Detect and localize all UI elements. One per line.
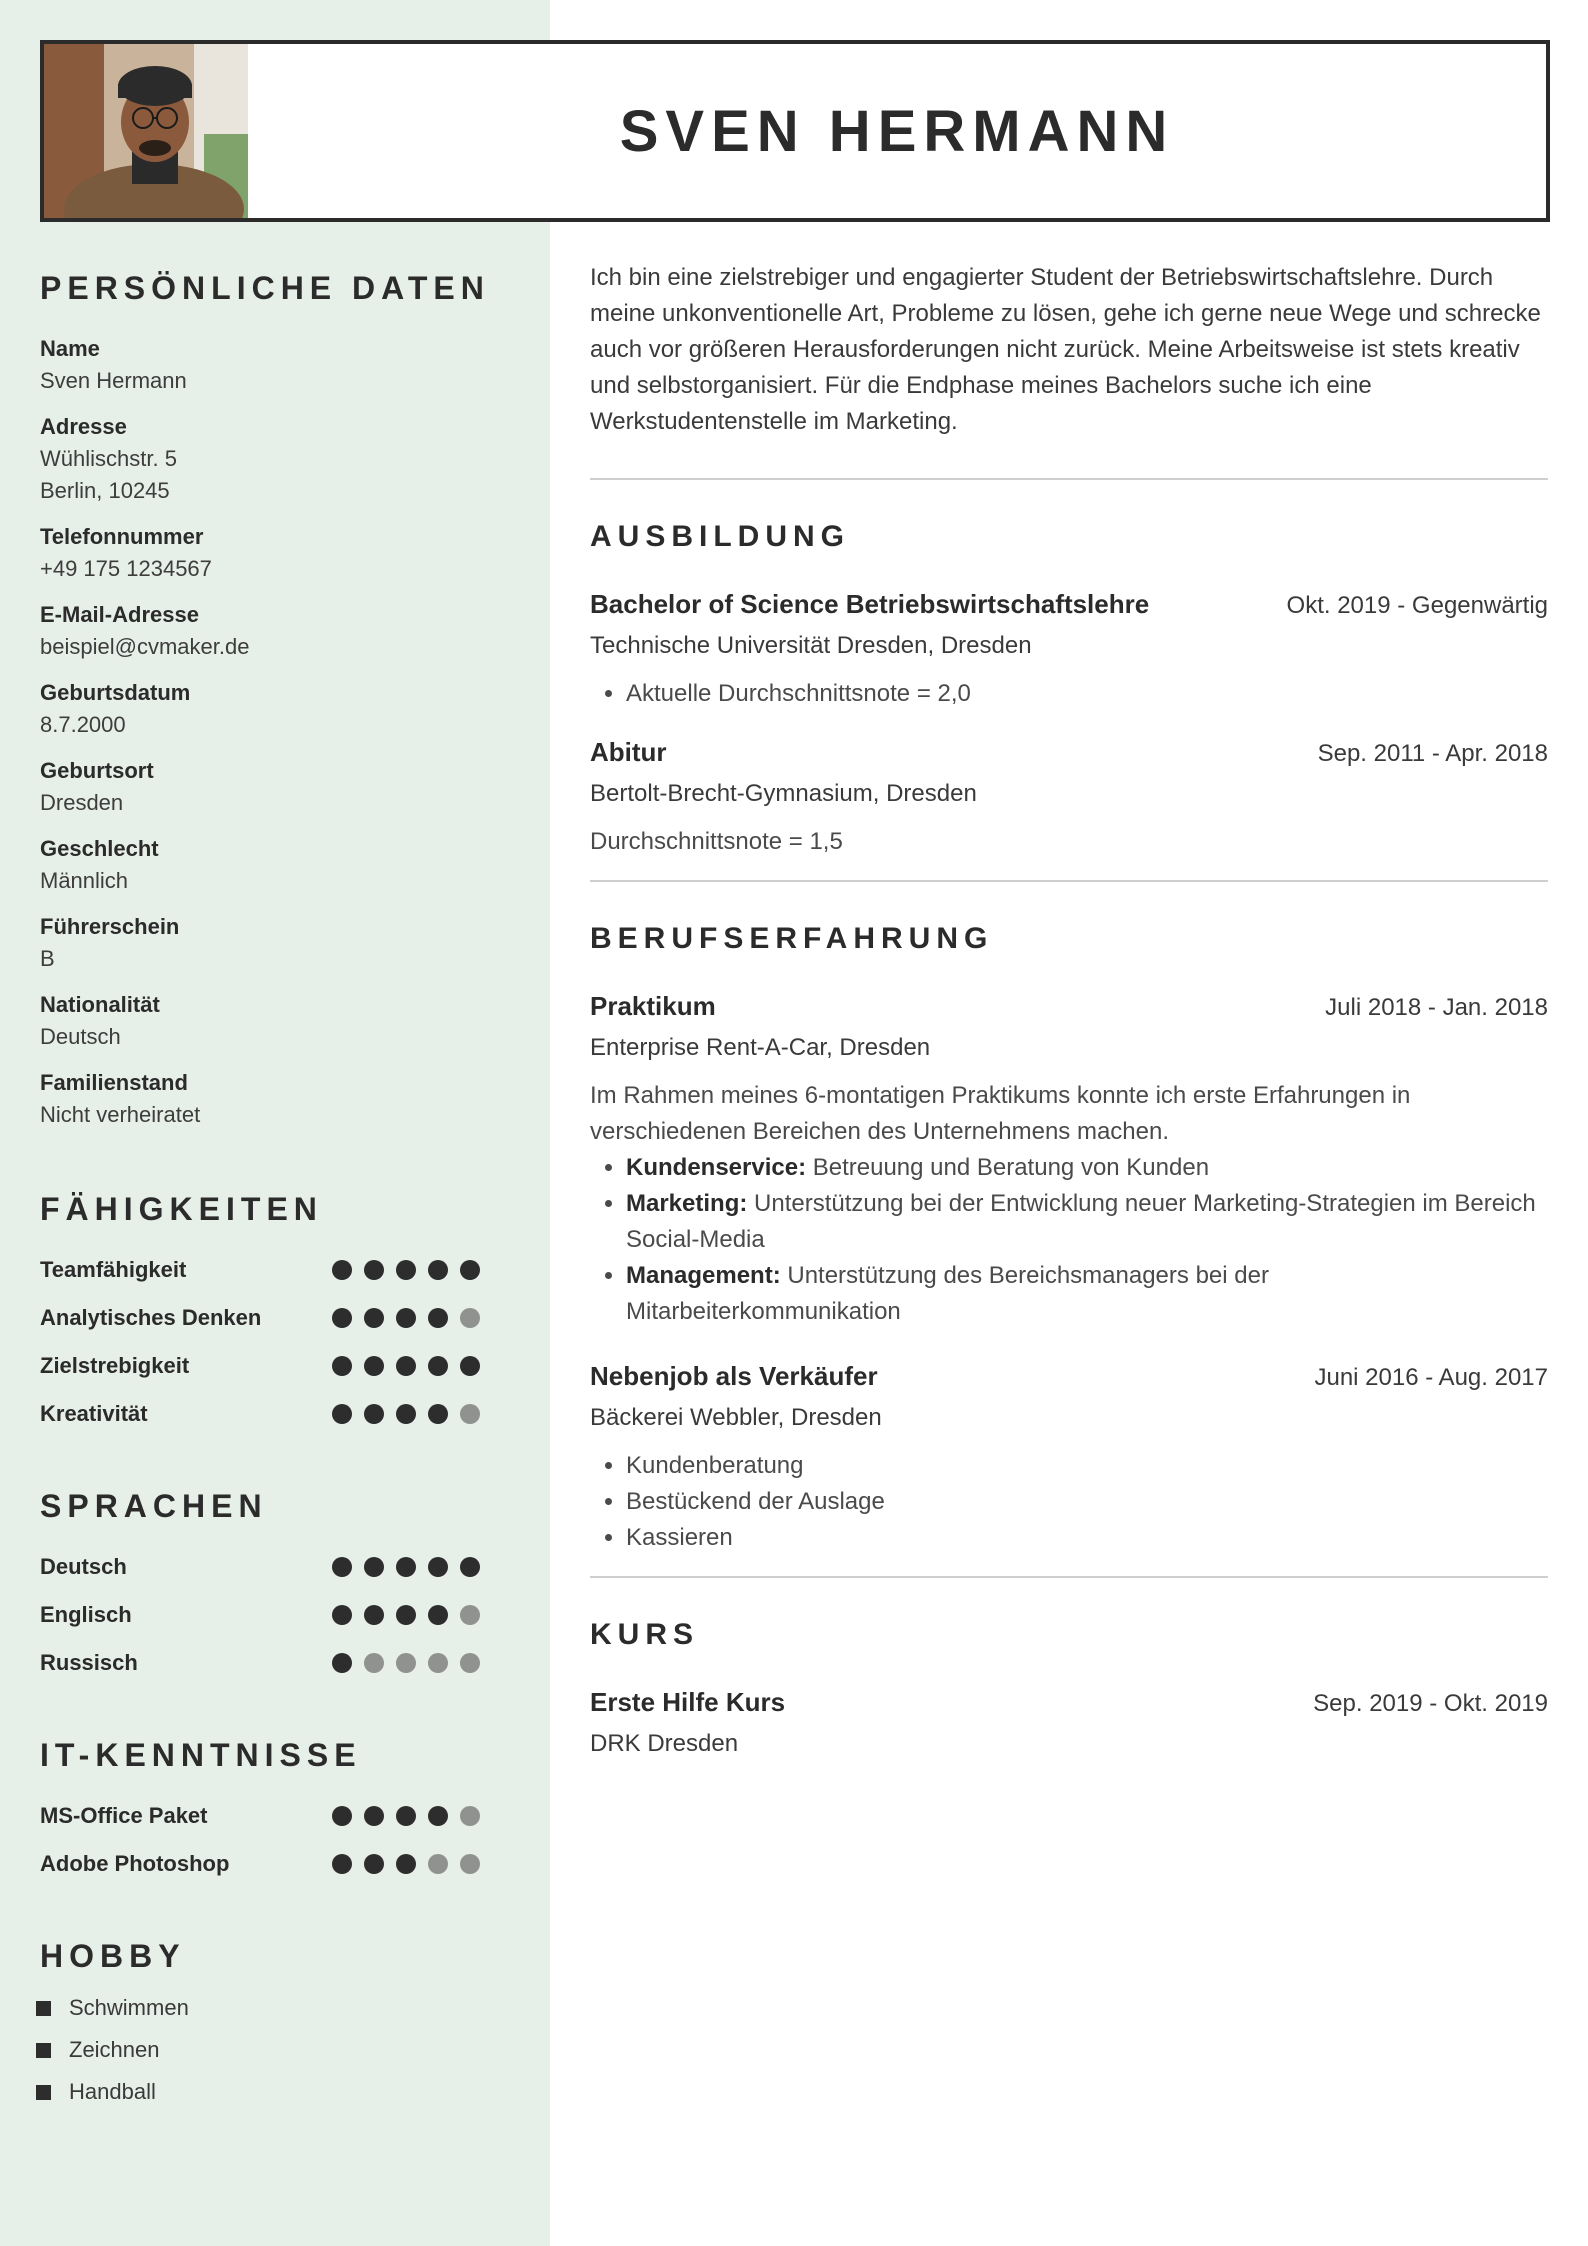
languages-heading: SPRACHEN [40, 1488, 268, 1524]
entry-title: Erste Hilfe Kurs [590, 1687, 786, 1717]
language-row [40, 1639, 510, 1687]
main-content [590, 260, 1548, 1784]
rating-dot-filled-icon [364, 1557, 384, 1577]
square-bullet-icon [36, 2085, 51, 2100]
personal-data-heading: PERSÖNLICHE DATEN [40, 270, 490, 306]
bullet-lead: Kundenservice: [626, 1154, 807, 1181]
rating-dots [332, 1356, 480, 1376]
rating-dot-filled-icon [332, 1854, 352, 1874]
rating-dot-filled-icon [332, 1605, 352, 1625]
field-label: Adresse [40, 414, 127, 439]
bullet-lead: Marketing: [626, 1190, 748, 1217]
divider [590, 1576, 1548, 1578]
skill-row [40, 1294, 510, 1342]
field-value: beispiel@cvmaker.de [40, 634, 250, 659]
field-label: Nationalität [40, 992, 160, 1017]
field-label: Geschlecht [40, 836, 159, 861]
field-label: Führerschein [40, 914, 180, 939]
rating-dot-filled-icon [428, 1404, 448, 1424]
bullet-item: • Kassieren [626, 1520, 1548, 1556]
skill-name: Analytisches Denken [40, 1305, 262, 1330]
personal-field [40, 677, 510, 741]
entry-title: Bachelor of Science Betriebswirtschaftslehre [590, 589, 1150, 619]
language-name: Englisch [40, 1602, 132, 1627]
rating-dot-filled-icon [428, 1260, 448, 1280]
hobby-list [40, 1987, 510, 2113]
entry-bullets [590, 1150, 1548, 1330]
bullet-lead: Management: [626, 1262, 781, 1289]
rating-dots [332, 1557, 480, 1577]
field-label: Name [40, 336, 100, 361]
field-label: Familienstand [40, 1070, 188, 1095]
field-label: Geburtsdatum [40, 680, 191, 705]
rating-dot-empty-icon [460, 1806, 480, 1826]
rating-dot-filled-icon [428, 1356, 448, 1376]
hobby-heading: HOBBY [40, 1938, 186, 1974]
rating-dot-filled-icon [396, 1605, 416, 1625]
field-value: Dresden [40, 790, 124, 815]
rating-dot-empty-icon [364, 1653, 384, 1673]
personal-field [40, 411, 510, 507]
rating-dot-filled-icon [364, 1404, 384, 1424]
rating-dot-empty-icon [460, 1653, 480, 1673]
rating-dot-filled-icon [428, 1308, 448, 1328]
rating-dot-filled-icon [332, 1308, 352, 1328]
entry-text: Durchschnittsnote = 1,5 [590, 828, 843, 855]
rating-dot-filled-icon [364, 1260, 384, 1280]
field-value: Nicht verheiratet [40, 1102, 201, 1127]
entry-institution: DRK Dresden [590, 1730, 739, 1757]
entry-date: Sep. 2019 - Okt. 2019 [1313, 1690, 1548, 1717]
rating-dot-empty-icon [460, 1308, 480, 1328]
rating-dot-filled-icon [396, 1308, 416, 1328]
bullet-item [626, 1186, 1548, 1258]
skill-name: Zielstrebigkeit [40, 1353, 190, 1378]
rating-dot-empty-icon [428, 1653, 448, 1673]
intro-text: Ich bin eine zielstrebiger und engagierter Student der Betriebswirtschaftslehre. Durch meine unkonventionelle Art, Probleme zu lösen, gehe ich gerne neue Wege und schrecke auch vor größeren Herausforderungen nicht zurück. Meine Arbeitsweise ist stets kreativ und selbstorganisiert. Für die Endphase meines Bachelors suche ich eine Werkstudentenstelle im Marketing. [590, 264, 1541, 435]
education-entry [590, 732, 1548, 860]
entry-institution: Technische Universität Dresden, Dresden [590, 632, 1032, 659]
divider [590, 478, 1548, 480]
field-label: Geburtsort [40, 758, 154, 783]
experience-entry [590, 1356, 1548, 1556]
course-entry [590, 1682, 1548, 1764]
language-row [40, 1591, 510, 1639]
square-bullet-icon [36, 2001, 51, 2016]
language-row [40, 1543, 510, 1591]
entry-date: Juni 2016 - Aug. 2017 [1314, 1364, 1548, 1391]
entry-text: Im Rahmen meines 6-montatigen Praktikums konnte ich erste Erfahrungen in verschiedenen Bereichen des Unternehmens machen. [590, 1082, 1411, 1145]
rating-dot-filled-icon [332, 1404, 352, 1424]
bullet-item: • Aktuelle Durchschnittsnote = 2,0 [626, 676, 1548, 712]
personal-field [40, 1067, 510, 1131]
header [40, 40, 1550, 222]
personal-field [40, 521, 510, 585]
experience-entry [590, 986, 1548, 1330]
education-entry [590, 584, 1548, 712]
rating-dots [332, 1806, 480, 1826]
sidebar-content [40, 270, 510, 2113]
skill-row [40, 1246, 510, 1294]
hobby-item [40, 2071, 510, 2113]
rating-dots [332, 1653, 480, 1673]
rating-dots [332, 1605, 480, 1625]
it-skills-list [40, 1792, 510, 1888]
entry-title: Nebenjob als Verkäufer [590, 1361, 878, 1391]
field-value: Wühlischstr. 5 Berlin, 10245 [40, 446, 177, 503]
rating-dot-filled-icon [396, 1806, 416, 1826]
entry-company: Enterprise Rent-A-Car, Dresden [590, 1034, 931, 1061]
rating-dot-filled-icon [396, 1557, 416, 1577]
it-skill-row [40, 1840, 510, 1888]
field-label: E-Mail-Adresse [40, 602, 199, 627]
rating-dot-filled-icon [460, 1260, 480, 1280]
rating-dot-empty-icon [460, 1404, 480, 1424]
skill-row [40, 1342, 510, 1390]
language-name: Russisch [40, 1650, 138, 1675]
entry-company: Bäckerei Webbler, Dresden [590, 1404, 882, 1431]
personal-field [40, 911, 510, 975]
rating-dot-filled-icon [364, 1605, 384, 1625]
hobby-item [40, 2029, 510, 2071]
divider [590, 880, 1548, 882]
experience-heading: BERUFSERFAHRUNG [590, 922, 994, 955]
entry-title: Abitur [590, 737, 667, 767]
rating-dot-filled-icon [396, 1356, 416, 1376]
language-name: Deutsch [40, 1554, 127, 1579]
skill-name: Teamfähigkeit [40, 1257, 187, 1282]
rating-dot-filled-icon [364, 1356, 384, 1376]
field-value: Männlich [40, 868, 129, 893]
rating-dots [332, 1260, 480, 1280]
entry-bullets [590, 1448, 1548, 1556]
rating-dot-filled-icon [364, 1308, 384, 1328]
rating-dots [332, 1854, 480, 1874]
rating-dot-filled-icon [428, 1605, 448, 1625]
rating-dot-filled-icon [396, 1404, 416, 1424]
rating-dot-filled-icon [364, 1806, 384, 1826]
hobby-label: Handball [69, 2079, 156, 2104]
personal-field [40, 989, 510, 1053]
profile-photo [44, 44, 248, 218]
rating-dot-empty-icon [460, 1854, 480, 1874]
skill-name: Kreativität [40, 1401, 148, 1426]
rating-dot-filled-icon [332, 1557, 352, 1577]
rating-dot-filled-icon [460, 1356, 480, 1376]
education-heading: AUSBILDUNG [590, 520, 850, 553]
skills-list [40, 1246, 510, 1438]
languages-list [40, 1543, 510, 1687]
rating-dot-filled-icon [332, 1356, 352, 1376]
field-value: Sven Hermann [40, 368, 187, 393]
rating-dot-empty-icon [396, 1653, 416, 1673]
it-skill-name: Adobe Photoshop [40, 1851, 230, 1876]
personal-field [40, 833, 510, 897]
rating-dot-filled-icon [332, 1260, 352, 1280]
hobby-item [40, 1987, 510, 2029]
entry-bullets [590, 676, 1548, 712]
rating-dot-filled-icon [332, 1653, 352, 1673]
it-skills-heading: IT-KENNTNISSE [40, 1737, 362, 1773]
entry-date: Okt. 2019 - Gegenwärtig [1286, 592, 1548, 619]
bullet-text: Betreuung und Beratung von Kunden [806, 1154, 1210, 1181]
entry-date: Sep. 2011 - Apr. 2018 [1317, 740, 1548, 767]
skill-row [40, 1390, 510, 1438]
rating-dots [332, 1404, 480, 1424]
rating-dot-filled-icon [396, 1260, 416, 1280]
rating-dot-filled-icon [428, 1557, 448, 1577]
personal-field [40, 333, 510, 397]
personal-field [40, 755, 510, 819]
skills-heading: FÄHIGKEITEN [40, 1191, 323, 1227]
bullet-text: Unterstützung des Bereichsmanagers bei der Mitarbeiterkommunikation [626, 1262, 1269, 1325]
field-value: B [40, 946, 55, 971]
course-heading: KURS [590, 1618, 700, 1651]
bullet-item: • Kundenberatung [626, 1448, 1548, 1484]
field-value: +49 175 1234567 [40, 556, 212, 581]
hobby-label: Schwimmen [69, 1995, 189, 2020]
entry-title: Praktikum [590, 991, 716, 1021]
rating-dot-filled-icon [332, 1806, 352, 1826]
personal-field [40, 599, 510, 663]
rating-dot-empty-icon [460, 1605, 480, 1625]
bullet-item: • Bestückend der Auslage [626, 1484, 1548, 1520]
entry-date: Juli 2018 - Jan. 2018 [1325, 994, 1548, 1021]
bullet-item [626, 1258, 1548, 1330]
field-value: Deutsch [40, 1024, 121, 1049]
rating-dots [332, 1308, 480, 1328]
rating-dot-filled-icon [460, 1557, 480, 1577]
square-bullet-icon [36, 2043, 51, 2058]
entry-institution: Bertolt-Brecht-Gymnasium, Dresden [590, 780, 977, 807]
bullet-item [626, 1150, 1548, 1186]
bullet-text: Unterstützung bei der Entwicklung neuer Marketing-Strategien im Bereich Social-Media [626, 1190, 1536, 1253]
rating-dot-filled-icon [364, 1854, 384, 1874]
hobby-label: Zeichnen [69, 2037, 160, 2062]
field-label: Telefonnummer [40, 524, 204, 549]
page-title: SVEN HERMANN [619, 98, 1175, 164]
field-value: 8.7.2000 [40, 712, 126, 737]
rating-dot-filled-icon [396, 1854, 416, 1874]
it-skill-row [40, 1792, 510, 1840]
rating-dot-empty-icon [428, 1854, 448, 1874]
it-skill-name: MS-Office Paket [40, 1803, 208, 1828]
rating-dot-filled-icon [428, 1806, 448, 1826]
